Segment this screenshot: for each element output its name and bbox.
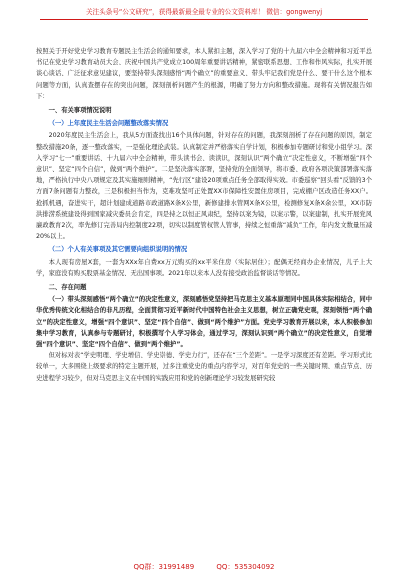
subsection-2-paragraph: 本人现有房屋X套，一套为XXx年自费xx万元购买的xx平米住房（实际居住）；配偶无经商办企业情况，儿子上大学，家庭没有购买股票基金情况、无出国事项。2021年以来本人没有接受政治监督谈话等情况。 — [36, 258, 372, 277]
banner-divider — [40, 19, 368, 20]
header-banner — [0, 0, 408, 38]
footer-qq-group: QQ群：31991489 — [133, 563, 195, 571]
subsection-3-paragraph: 但对标对表“学史明理、学史增信、学史崇德、学史力行”，还存在“三个差距”。一是学习深度还有差距。学习形式比较单一，大多围绕上级要求的特定主题开展，过多注重党史的重点内容学习，对百年党史的一些关键时期、重点节点、历史进程学习较少，但对马克思主义在中国的实践应用和党的创新理论学习较发展研究较 — [36, 352, 372, 382]
subsection-heading-2: （二）个人有关事项及其它需要向组织说明的情况 — [48, 246, 188, 254]
subsection-1-paragraph: 2020年度民主生活会上，我从5方面查找出16个具体问题，针对存在的问题，我深刻剖析了存在问题的原因，制定整改措施20条，逐一整改落实，一是强化理论武装。认真制定并严格落实自学计划，积极参加专题研讨和党小组学习。深入学习“七一”重要讲话、十九届六中全会精神，带头读书会、读读识，深刻认识“两个确立”决定性意义，不断增强“四个意识”、坚定“四个自信”，做到“两个维护”。二是坚决落实部署，坚持党的全面领导，将市委、政府各项决策部署落实落地，严格执行中央八项规定及其实施细则精神，“先行区”建设20项重点任务全部取得实效。市委巡察“回头看”反馈的3个方面7条问题有力整改，三是积极担当作为，克难攻坚可正处置XX市保障性安置住房项目，完成棚户区改造任务XX户。抢抓机遇，奋进实干，超计划建成道路市政道路X条X公里，新修建排水管网X条X公里，检测修复X条X余公里，XX市防洪排涝系统建设得到国家减灾委员会肯定，四是持之以恒正风肃纪，坚持以案为镜，以案示警，以案建制，扎实开展党风廉政教育2次，率先修订完善局内控制度22项，切实以制度管权管人管事，持续之恒重落“减负”工作，年内发文数量压减20%以上。 — [36, 132, 372, 241]
footer-qq: QQ：535304092 — [216, 563, 275, 571]
subsection-heading-1: （一）上年度民主生活会问题整改落实情况 — [48, 120, 169, 128]
section-heading-2: 二、存在问题 — [48, 284, 87, 292]
document-body — [36, 46, 372, 384]
banner-text: 关注头条号“公文研究”，获得最新最全最专业的公文资料库！ 微信：gongwenyj — [85, 8, 323, 16]
section-heading-1: 一、有关事项情况说明 — [48, 107, 112, 115]
intro-paragraph: 按照关于开好党史学习教育专题民主生活会的通知要求，本人紧扣主题，深入学习了党的十九届六中全会精神和习近平总书记在党史学习教育动员大会、庆祝中国共产党成立100周年重要讲话精神，紧密联系思想、工作和作风实际，扎实开展谈心谈话、广泛征求意见建议，要坚持带头深刻感悟“两个确立”的重要意义、带头牢记我们党是什么、要干什么这个根本问题等方面，认真查摆存在的突出问题，深刻剖析问题产生的根源，明确了努力方向和整改措施。现将有关情况报告如下： — [36, 48, 372, 100]
footer-contact — [0, 562, 408, 572]
subsection-3-bold-paragraph: （一）带头深刻感悟“两个确立”的决定性意义，深刻感悟党坚持把马克思主义基本原理同中国具体实际相结合，同中华优秀传统文化相结合的非凡历程，全面贯彻习近平新时代中国特色社会主义思想，树立正确党史观，深刻领悟“两个确立”的决定性意义，增强“四个意识”、坚定“四个自信”、做到“两个维护”方面。党史学习教育开展以来，本人积极参加集中学习教育，认真参与专题研讨，积极撰写个人学习体会，通过学习，深刻认识到“两个确立”的决定性意义，自觉增强“四个意识”、坚定“四个自信”、做到“两个维护”。 — [36, 296, 372, 349]
